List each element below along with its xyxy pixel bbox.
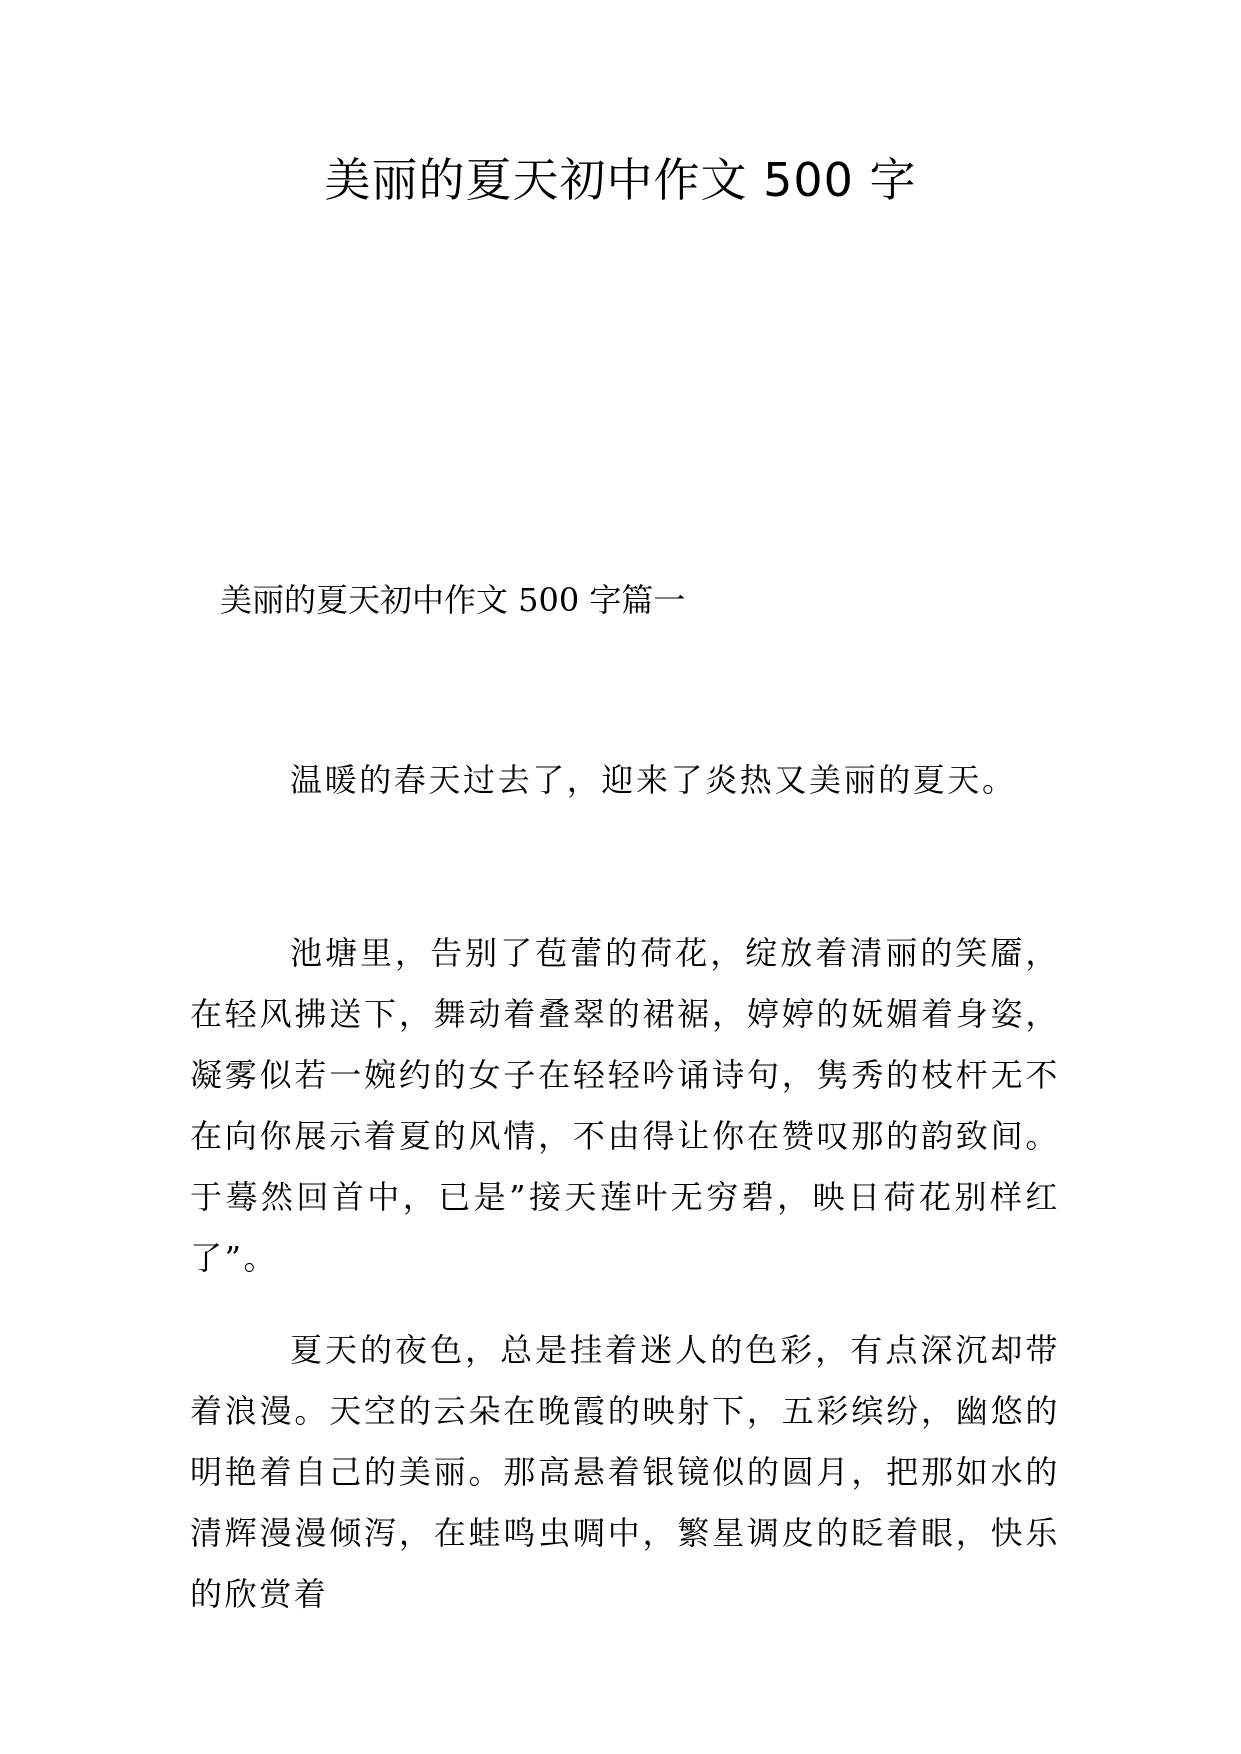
section-heading: 美丽的夏天初中作文 500 字篇一 [220,581,686,619]
document-title: 美丽的夏天初中作文 500 字 [324,153,917,207]
paragraph-3: 夏天的夜色，总是挂着迷人的色彩，有点深沉却带着浪漫。天空的云朵在晚霞的映射下，五彩缤纷，幽悠的明艳着自己的美丽。那高悬着银镜似的圆月，把那如水的清辉漫漫倾泻，在蛙鸣虫啁中，繁星调皮的眨着眼，快乐的欣赏着 [190,1331,1060,1613]
paragraph-2: 池塘里，告别了苞蕾的荷花，绽放着清丽的笑靥，在轻风拂送下，舞动着叠翠的裙裾，婷婷的妩媚着身姿，凝雾似若一婉约的女子在轻轻吟诵诗句，隽秀的枝杆无不在向你展示着夏的风情，不由得让你在赞叹那的韵致间。于蓦然回首中，已是”接天莲叶无穷碧，映日荷花别样红了”。 [190,934,1060,1277]
paragraph-1: 温暖的春天过去了，迎来了炎热又美丽的夏天。 [290,761,1017,799]
